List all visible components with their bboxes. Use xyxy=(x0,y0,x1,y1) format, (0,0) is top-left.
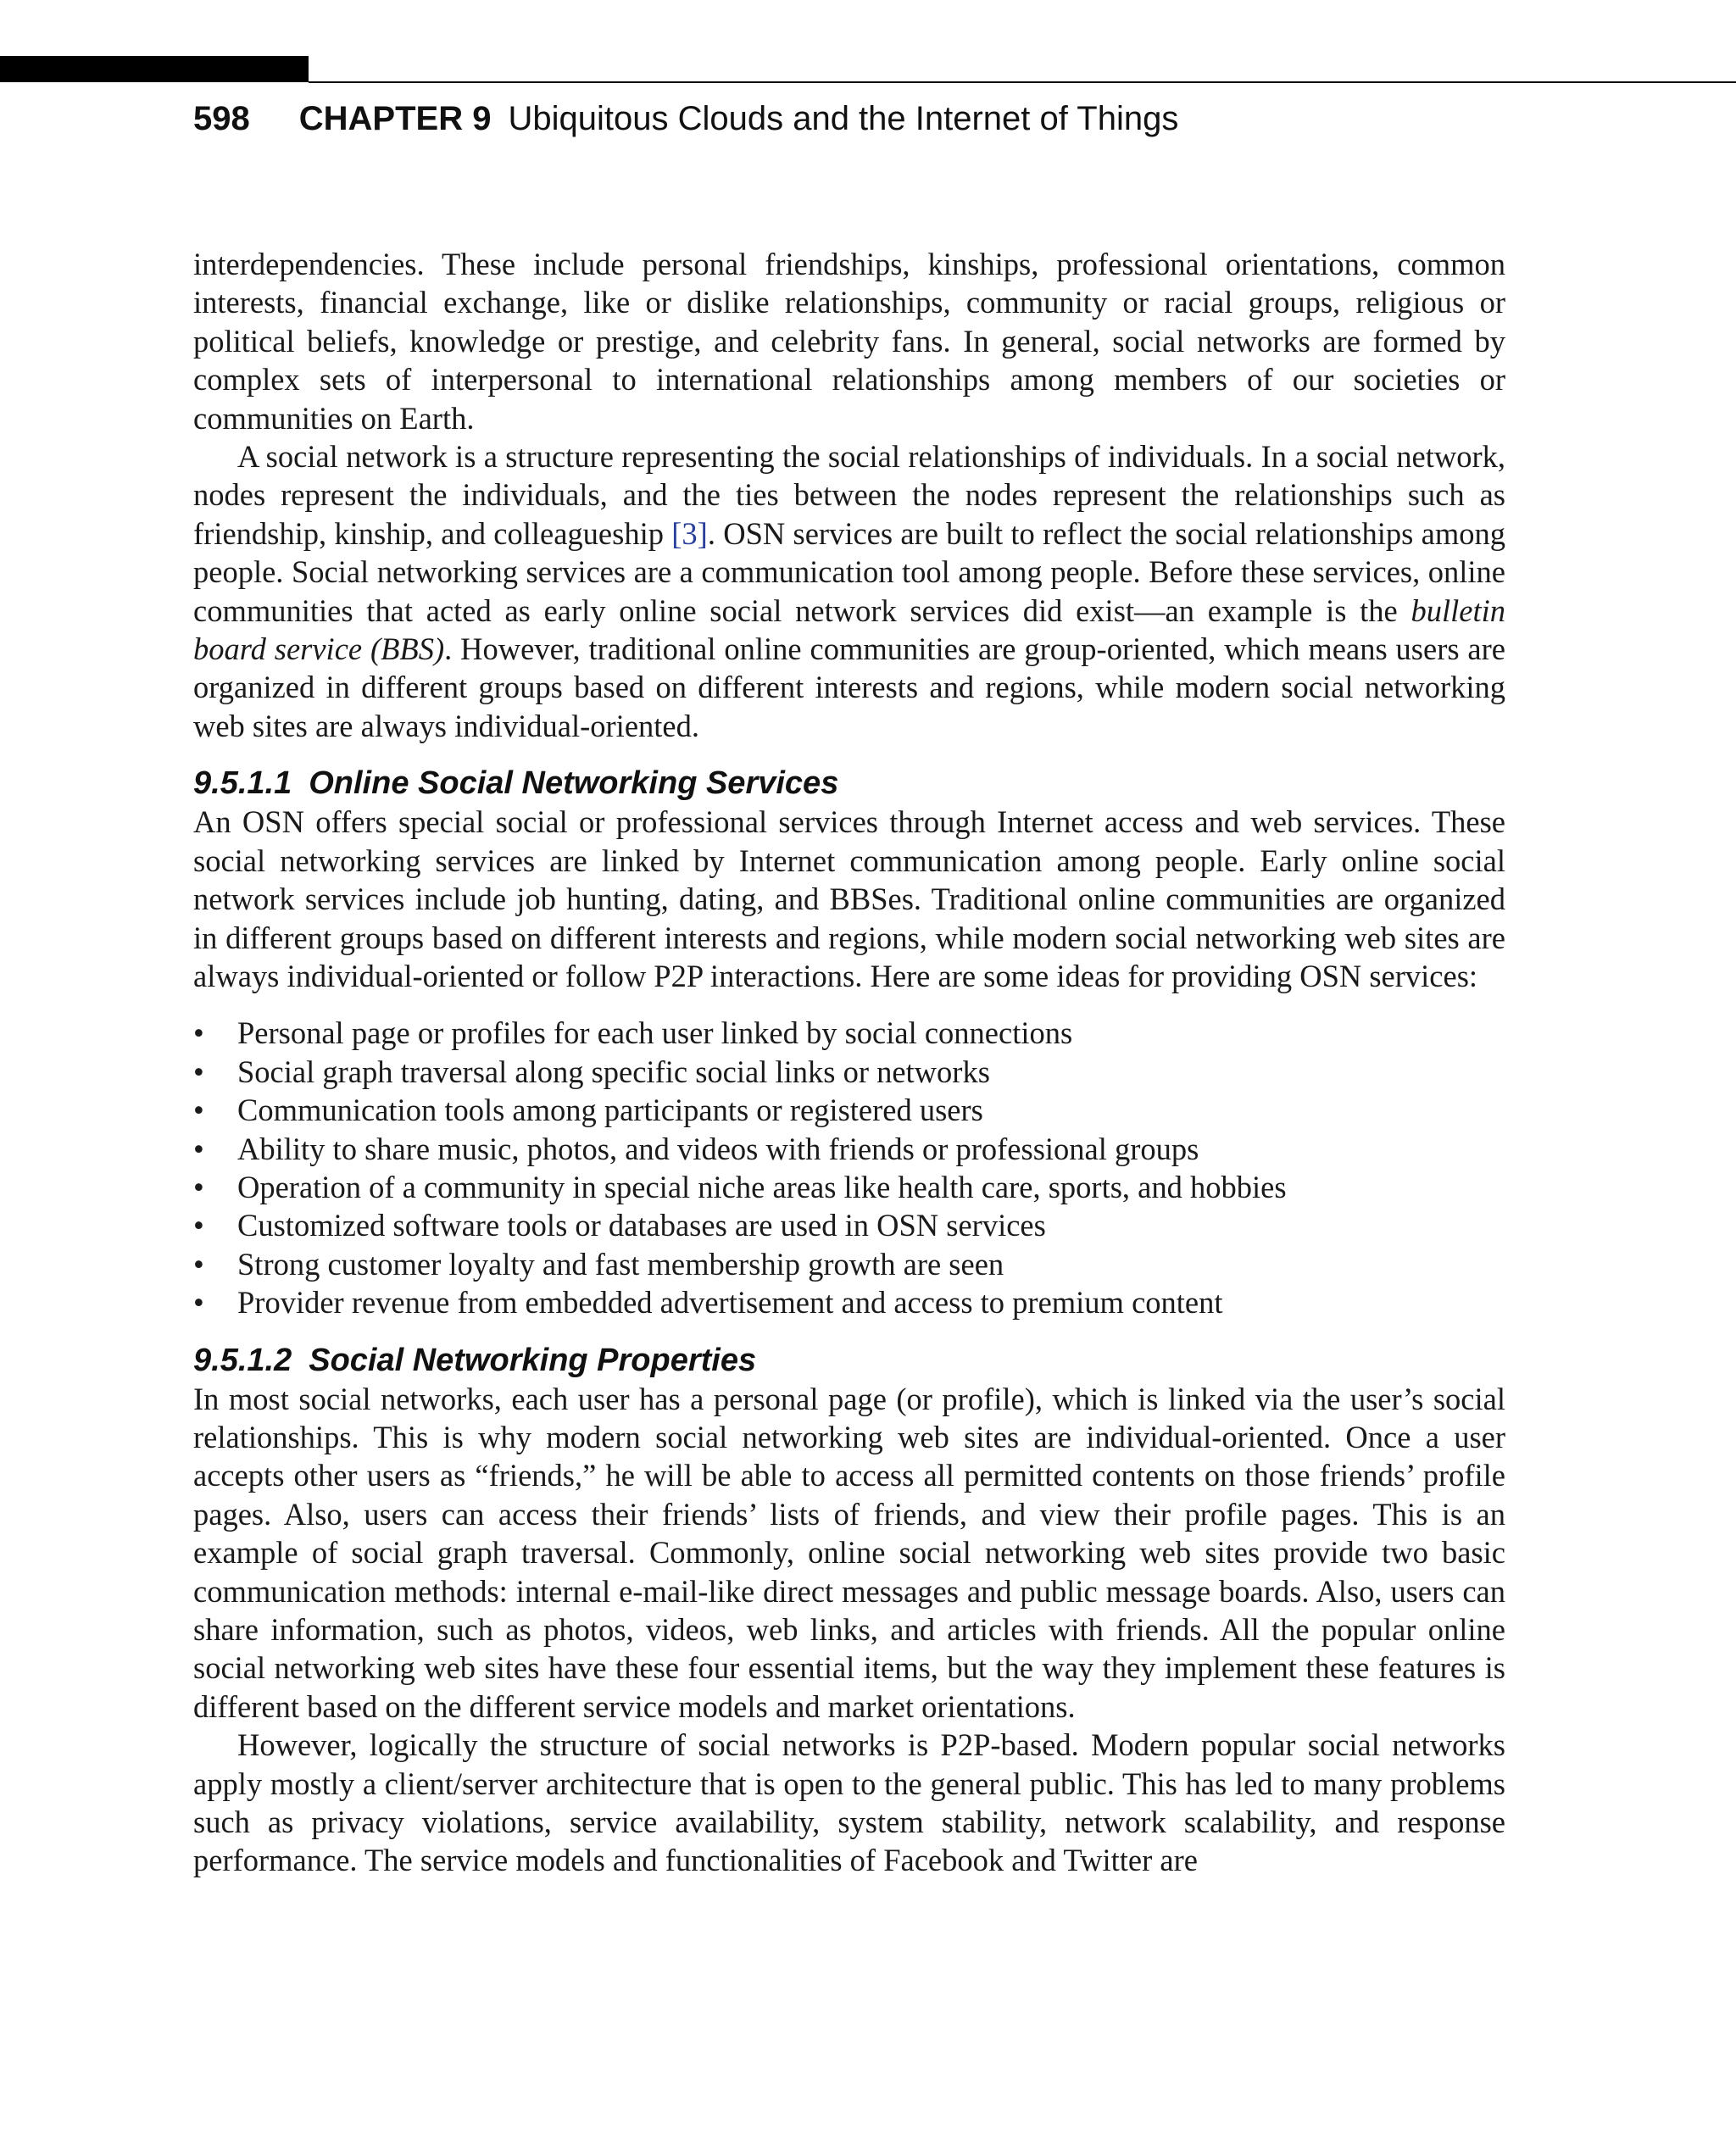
list-item: • Provider revenue from embedded advertisement and access to premium content xyxy=(193,1283,1505,1321)
list-item: • Ability to share music, photos, and videos with friends or professional groups xyxy=(193,1130,1505,1168)
paragraph-text: . However, traditional online communities are group-oriented, which means users are organized in different groups based on different interests and regions, while modern social networking web sites are always individual-oriented. xyxy=(193,631,1505,743)
section-heading-networking-properties xyxy=(193,1341,1505,1380)
paragraph-osn-intro: An OSN offers special social or professional services through Internet access and web services. These social networking services are linked by Internet communication among people. Early online social network services include job hunting, dating, and BBSes. Traditional online communities are organized in different groups based on different interests and regions, while modern social networking web sites are always individual-oriented or follow P2P interactions. Here are some ideas for providing OSN services: xyxy=(193,804,1505,993)
paragraph-text: A social network is a structure representing the social relationships of individuals. In a social network, nodes represent the individuals, and the ties between the nodes represent the relationships such as friendship, kinship, and colleagueship xyxy=(193,439,1505,551)
list-item: • Strong customer loyalty and fast membership growth are seen xyxy=(193,1245,1505,1283)
header-rule xyxy=(309,81,1736,83)
header-black-bar xyxy=(0,56,309,82)
chapter-title: Ubiquitous Clouds and the Internet of Things xyxy=(508,100,1179,137)
list-item: • Communication tools among participants or registered users xyxy=(193,1091,1505,1129)
section-heading-osn-services xyxy=(193,764,1505,803)
paragraph-text: . OSN services are built to reflect the social relationships among people. Social networking services are a communication tool among people. Before these services, online communities that acted as early online social network services did exist—an example is the xyxy=(193,515,1505,628)
italic-term: bulletin board service (BBS) xyxy=(193,592,1505,667)
section-number: 9.5.1.1 xyxy=(193,765,292,802)
list-item: • Customized software tools or databases are used in OSN services xyxy=(193,1206,1505,1244)
list-item: • Operation of a community in special niche areas like health care, sports, and hobbies xyxy=(193,1168,1505,1206)
section-title: Social Networking Properties xyxy=(309,1342,757,1378)
list-item: • Social graph traversal along specific social links or networks xyxy=(193,1053,1505,1091)
list-item: • Personal page or profiles for each user linked by social connections xyxy=(193,1014,1505,1052)
chapter-label: CHAPTER 9 xyxy=(298,100,492,137)
paragraph-p2p-structure: However, logically the structure of social networks is P2P-based. Modern popular social networks apply mostly a client/server architecture that is open to the general public. This has led to many problems such as privacy violations, service availability, system stability, network scalability, and response performance. The service models and functionalities of Facebook and Twitter are xyxy=(193,1727,1505,1878)
section-title: Online Social Networking Services xyxy=(309,765,839,802)
running-head xyxy=(193,95,1178,142)
paragraph-continuation: interdependencies. These include personal friendships, kinships, professional orientations, common interests, financial exchange, like or dislike relationships, community or racial groups, religious or political beliefs, knowledge or prestige, and celebrity fans. In general, social networks are formed by complex sets of interpersonal to international relationships among members of our societies or communities on Earth. xyxy=(193,247,1505,436)
page-number: 598 xyxy=(193,100,250,137)
paragraph-networking-properties: In most social networks, each user has a personal page (or profile), which is linked via the user’s social relationships. This is why modern social networking web sites are individual-oriented. Once a user accepts other users as “friends,” he will be able to access all permitted contents on those friends’ profile pages. Also, users can access their friends’ lists of friends, and view their profile pages. This is an example of social graph traversal. Commonly, online social networking web sites provide two basic communication methods: internal e-mail-like direct messages and public message boards. Also, users can share information, such as photos, videos, web links, and articles with friends. All the popular online social networking web sites have these four essential items, but the way they implement these features is different based on the different service models and market orientations. xyxy=(193,1381,1505,1724)
bullet-list-osn-ideas xyxy=(193,1014,1505,1321)
section-number: 9.5.1.2 xyxy=(193,1342,292,1378)
page-body xyxy=(193,245,1505,1880)
citation-link[interactable]: [3] xyxy=(671,515,708,551)
paragraph-social-network-definition xyxy=(193,437,1505,745)
